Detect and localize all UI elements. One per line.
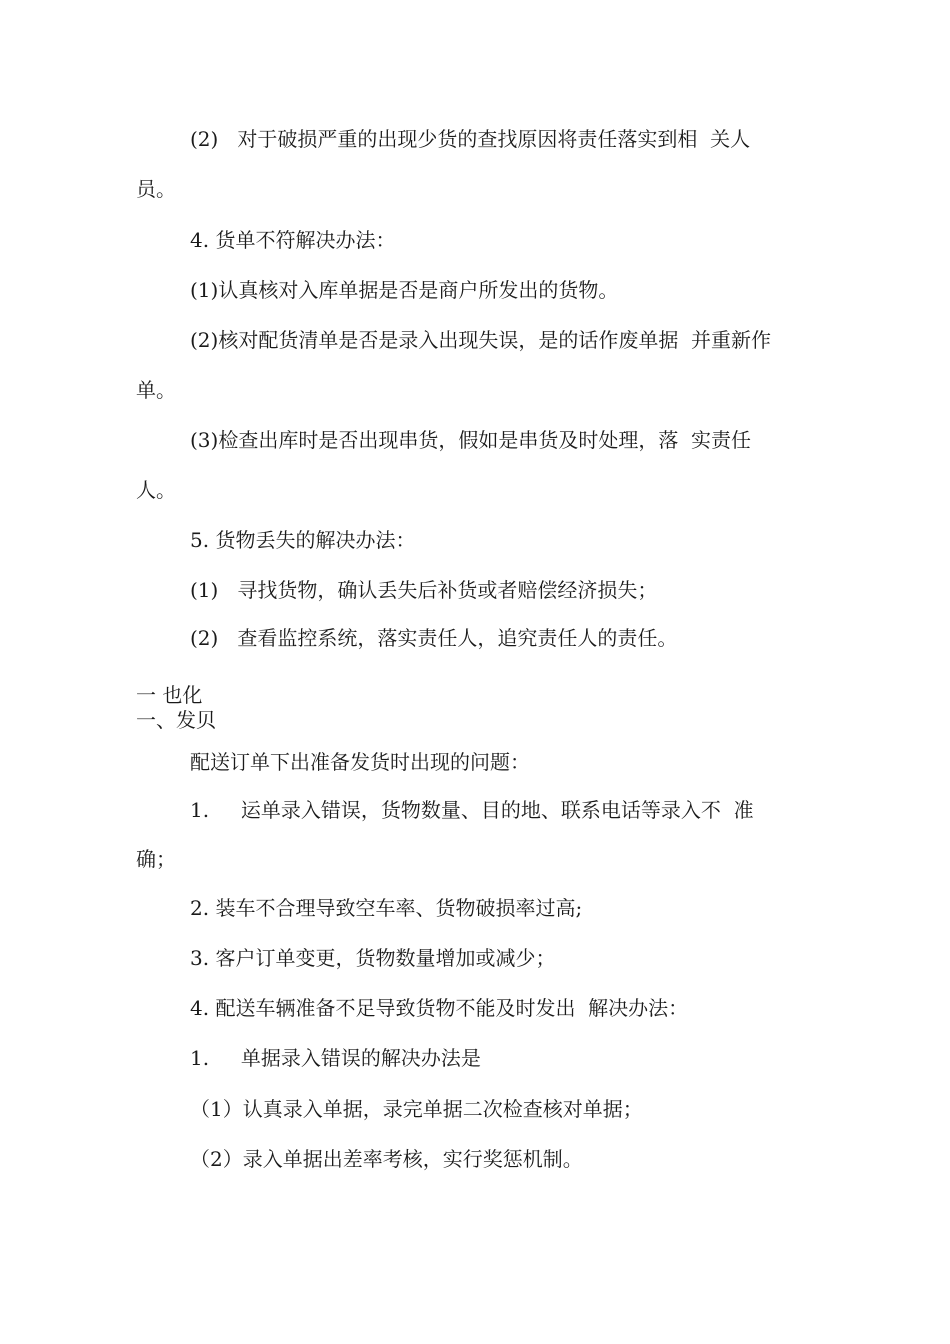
list-item: (3)检查出库时是否出现串货，假如是串货及时处理，落 实责任 <box>190 428 752 452</box>
paragraph-line: 确； <box>136 847 176 871</box>
list-item: 2. 装车不合理导致空车率、货物破损率过高; <box>190 896 583 920</box>
paragraph-line: 员。 <box>136 177 176 201</box>
list-item: (1) 寻找货物，确认丢失后补货或者赔偿经济损失； <box>190 578 658 602</box>
paragraph-line: 配送订单下出准备发货时出现的问题： <box>190 750 530 774</box>
list-item: （2）录入单据出差率考核，实行奖惩机制。 <box>190 1147 583 1171</box>
list-item: 3. 客户订单变更，货物数量增加或减少； <box>190 946 556 970</box>
list-item: (1)认真核对入库单据是否是商户所发出的货物。 <box>190 278 619 302</box>
section-heading: 5. 货物丢失的解决办法： <box>190 528 416 552</box>
list-item: 4. 配送车辆准备不足导致货物不能及时发出 解决办法： <box>190 996 689 1020</box>
paragraph-line: (2) 对于破损严重的出现少货的查找原因将责任落实到相 关人 <box>190 127 751 151</box>
paragraph-line: 人。 <box>136 478 176 502</box>
paragraph-line: 单。 <box>136 378 176 402</box>
list-item: 1. 运单录入错误，货物数量、目的地、联系电话等录入不 准 <box>190 798 754 822</box>
garbled-heading-line: 一 也化 <box>136 683 203 707</box>
section-heading: 一、发贝 <box>136 708 216 732</box>
section-heading: 1. 单据录入错误的解决办法是 <box>190 1046 481 1070</box>
list-item: （1）认真录入单据，录完单据二次检查核对单据； <box>190 1097 643 1121</box>
list-item: (2) 查看监控系统，落实责任人，追究责任人的责任。 <box>190 626 678 650</box>
section-heading: 4. 货单不符解决办法： <box>190 228 396 252</box>
list-item: (2)核对配货清单是否是录入出现失误，是的话作废单据 并重新作 <box>190 328 772 352</box>
